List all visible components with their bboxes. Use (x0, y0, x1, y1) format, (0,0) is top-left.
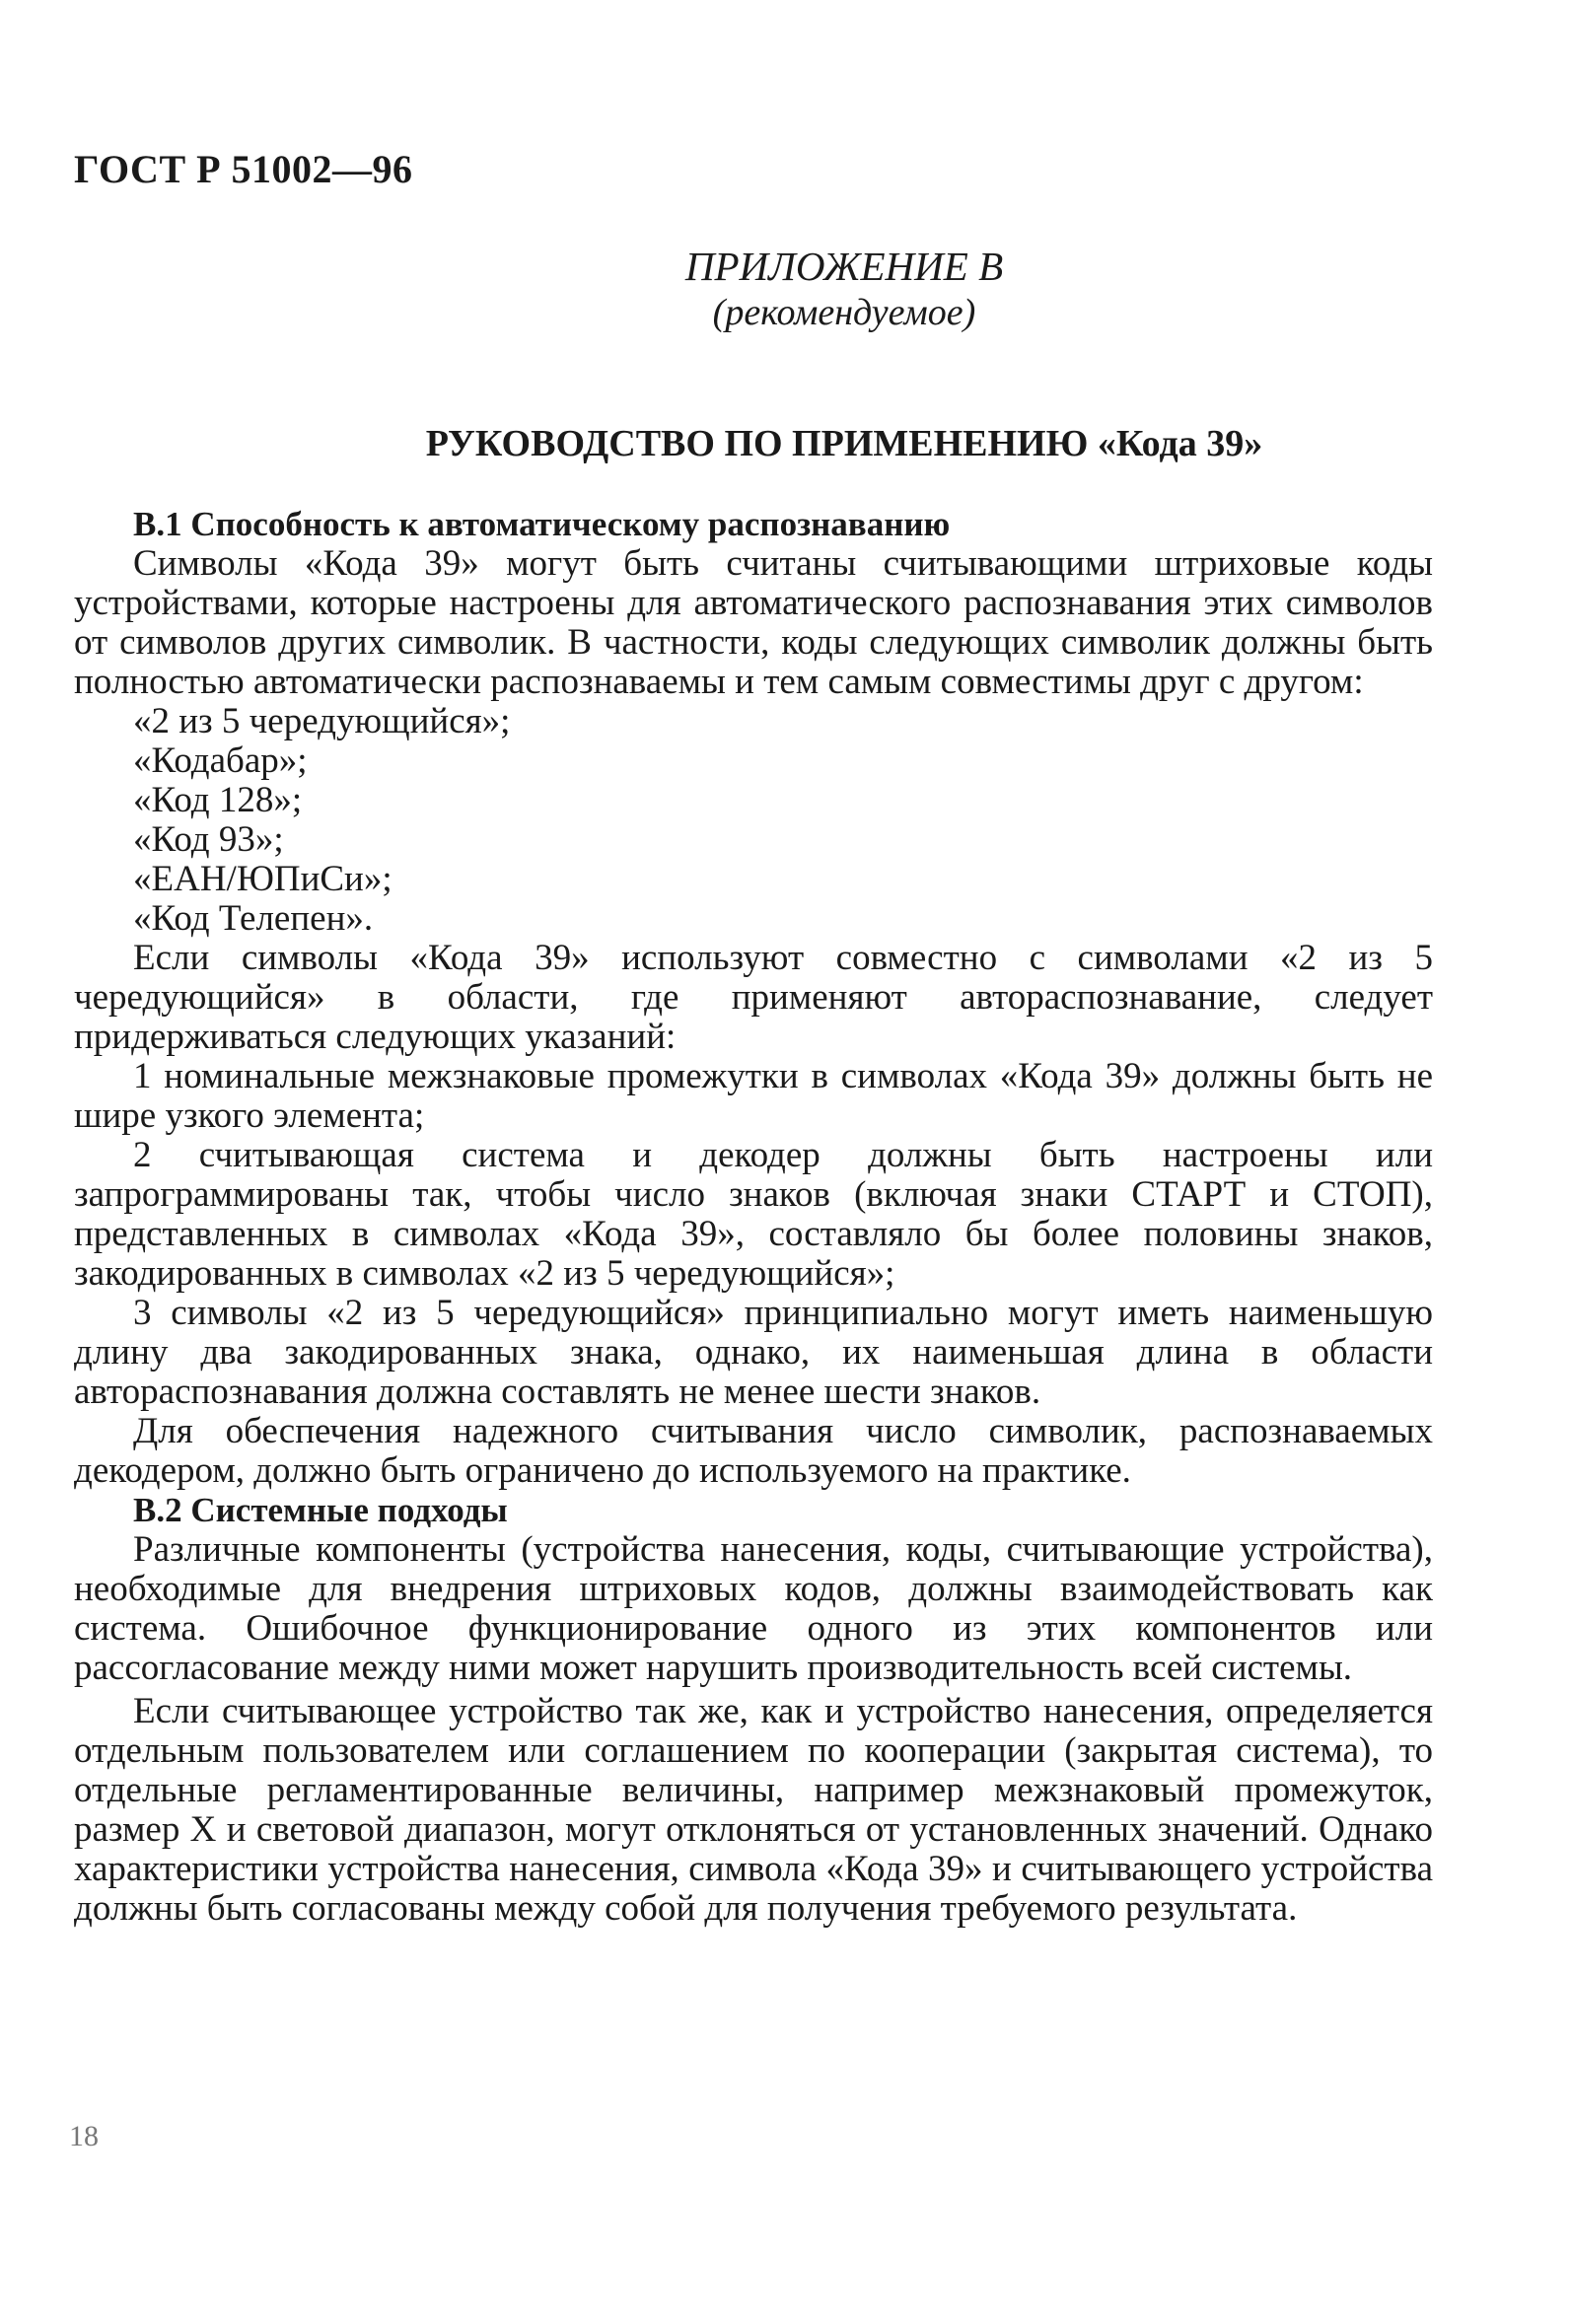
document-code: ГОСТ Р 51002—96 (74, 147, 413, 191)
document-body (74, 505, 1433, 1929)
symbology-list-item: «Код 128»; (133, 780, 303, 820)
paragraph-closing: Для обеспечения надежного считывания число символик, распознаваемых декодером, должно быть ограничено до используемого на практике. (74, 1411, 1433, 1491)
section-heading-b2: В.2 Системные подходы (133, 1491, 508, 1529)
symbology-list-item: «Кодабар»; (133, 740, 308, 781)
symbology-list-item: «2 из 5 чередующийся»; (133, 701, 511, 741)
symbology-list-item: «Код 93»; (133, 819, 284, 860)
page-number: 18 (69, 2120, 99, 2152)
paragraph-intro: Символы «Кода 39» могут быть считаны считывающими штриховые коды устройствами, которые настроены для автоматического распознавания этих символов от символов других символик. В частности, коды следующих символик должны быть полностью автоматически распознаваемы и тем самым совместимы друг с другом: (74, 543, 1433, 702)
paragraph-systems-2: Если считывающее устройство так же, как и устройство нанесения, определяется отдельным пользователем или соглашением по кооперации (закрытая система), то отдельные регламентированные величины, например межзнаковый промежуток, размер X и световой диапазон, могут отклоняться от установленных значений. Однако характеристики устройства нанесения, символа «Кода 39» и считывающего устройства должны быть согласованы между собой для получения требуемого результата. (74, 1691, 1433, 1929)
rule-item: 1 номинальные межзнаковые промежутки в символах «Кода 39» должны быть не шире узкого элемента; (74, 1056, 1433, 1136)
page-title: РУКОВОДСТВО ПО ПРИМЕНЕНИЮ «Кода 39» (425, 423, 1263, 464)
paragraph-systems-1: Различные компоненты (устройства нанесения, коды, считывающие устройства), необходимые для внедрения штриховых кодов, должны взаимодействовать как система. Ошибочное функционирование одного из этих компонентов или рассогласование между ними может нарушить производительность всей системы. (74, 1529, 1433, 1688)
appendix-title: ПРИЛОЖЕНИЕ В (684, 244, 1004, 289)
symbology-list-item: «Код Телепен». (133, 898, 374, 939)
section-heading-b1: В.1 Способность к автоматическому распознаванию (133, 505, 951, 543)
paragraph-lead: Если символы «Кода 39» используют совместно с символами «2 из 5 чередующийся» в области, где применяют автораспознавание, следует придерживаться следующих указаний: (74, 938, 1433, 1057)
appendix-header (0, 243, 1570, 335)
rule-item: 3 символы «2 из 5 чередующийся» принципиально могут иметь наименьшую длину два закодированных знака, однако, их наименьшая длина в области автораспознавания должна составлять не менее шести знаков. (74, 1293, 1433, 1412)
rule-item: 2 считывающая система и декодер должны быть настроены или запрограммированы так, чтобы число знаков (включая знаки СТАРТ и СТОП), представленных в символах «Кода 39», составляло бы более половины знаков, закодированных в символах «2 из 5 чередующийся»; (74, 1135, 1433, 1294)
appendix-subtitle: (рекомендуемое) (712, 292, 976, 333)
symbology-list-item: «ЕАН/ЮПиСи»; (133, 859, 392, 899)
